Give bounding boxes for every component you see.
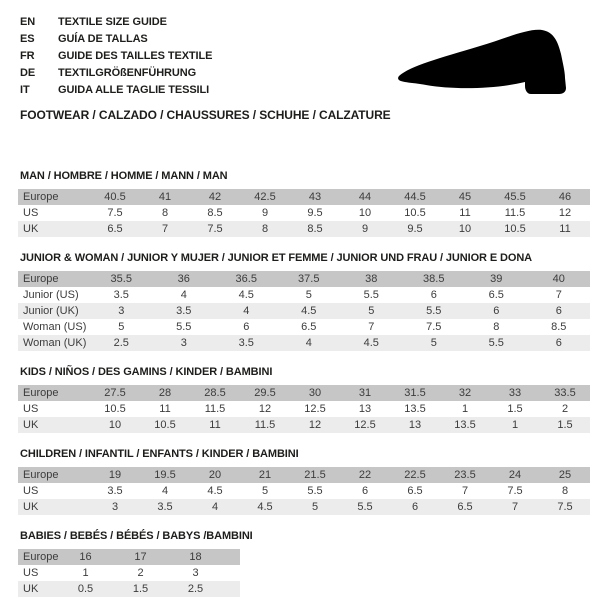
size-table-children xyxy=(18,467,590,515)
size-value-cell: 13 xyxy=(358,403,372,415)
size-value-cell: 7.5 xyxy=(107,207,123,219)
size-value-cell: 29.5 xyxy=(254,387,276,399)
size-value-cell: 6 xyxy=(411,501,419,513)
table-row xyxy=(18,385,590,401)
size-value-cell: 1 xyxy=(461,403,469,415)
size-value-cell: 7.5 xyxy=(557,501,573,513)
lang-label: GUÍA DE TALLAS xyxy=(58,32,148,45)
size-value-cell: 13 xyxy=(408,419,422,431)
row-label: Europe xyxy=(23,273,59,285)
lang-label: GUIDE DES TAILLES TEXTILE xyxy=(58,49,213,62)
size-value-cell: 19 xyxy=(108,469,122,481)
size-value-cell: 4 xyxy=(161,485,169,497)
lang-code: DE xyxy=(20,66,36,79)
row-label: Europe xyxy=(23,469,59,481)
size-value-cell: 40 xyxy=(552,273,565,285)
table-row xyxy=(18,499,590,515)
size-value-cell: 7 xyxy=(161,223,169,235)
lang-line-en xyxy=(20,13,212,30)
size-value-cell: 5 xyxy=(311,501,319,513)
size-value-cell: 3.5 xyxy=(107,485,123,497)
size-value-cell: 10.5 xyxy=(404,207,426,219)
size-value-cell: 31 xyxy=(358,387,372,399)
size-value-cell: 8 xyxy=(561,485,569,497)
size-value-cell: 3.5 xyxy=(157,501,173,513)
size-value-cell: 3 xyxy=(192,567,199,579)
size-value-cell: 7.5 xyxy=(426,321,442,333)
table-row xyxy=(18,565,240,581)
size-value-cell: 6.5 xyxy=(407,485,423,497)
size-value-cell: 10 xyxy=(458,223,472,235)
row-label: US xyxy=(23,403,39,415)
size-value-cell: 3.5 xyxy=(238,337,254,349)
size-value-cell: 4 xyxy=(180,289,187,301)
size-value-cell: 3 xyxy=(180,337,187,349)
size-value-cell: 10.5 xyxy=(104,403,126,415)
size-value-cell: 12 xyxy=(558,207,572,219)
size-value-cell: 5.5 xyxy=(176,321,192,333)
size-value-cell: 46 xyxy=(558,191,572,203)
size-value-cell: 10 xyxy=(108,419,122,431)
size-value-cell: 11 xyxy=(459,207,471,219)
section-children xyxy=(18,448,590,515)
size-value-cell: 33 xyxy=(508,387,522,399)
size-value-cell: 6.5 xyxy=(488,289,504,301)
size-value-cell: 25 xyxy=(558,469,572,481)
section-title: JUNIOR & WOMAN / JUNIOR Y MUJER / JUNIOR ET FEMME / JUNIOR UND FRAU / JUNIOR E DONA xyxy=(20,252,533,264)
size-value-cell: 28.5 xyxy=(204,387,226,399)
size-value-cell: 38.5 xyxy=(423,273,445,285)
size-value-cell: 11 xyxy=(159,403,171,415)
size-value-cell: 6 xyxy=(430,289,437,301)
lang-code: EN xyxy=(20,15,36,28)
size-value-cell: 11.5 xyxy=(204,403,226,415)
size-value-cell: 16 xyxy=(79,551,92,563)
size-value-cell: 12.5 xyxy=(354,419,376,431)
section-babies xyxy=(18,530,590,597)
row-label: US xyxy=(23,485,39,497)
size-value-cell: 10 xyxy=(358,207,372,219)
size-value-cell: 36.5 xyxy=(235,273,257,285)
section-title: CHILDREN / INFANTIL / ENFANTS / KINDER / BAMBINI xyxy=(20,448,299,460)
row-label: UK xyxy=(23,223,39,235)
size-value-cell: 8.5 xyxy=(307,223,323,235)
lang-label: TEXTILE SIZE GUIDE xyxy=(58,15,167,28)
section-title: KIDS / NIÑOS / DES GAMINS / KINDER / BAMBINI xyxy=(20,366,273,378)
size-value-cell: 9.5 xyxy=(307,207,323,219)
size-value-cell: 4 xyxy=(211,501,219,513)
size-value-cell: 11.5 xyxy=(254,419,276,431)
row-label: UK xyxy=(23,501,39,513)
size-table-junior-woman xyxy=(18,271,590,351)
size-value-cell: 3.5 xyxy=(176,305,192,317)
shoe-icon xyxy=(392,20,582,102)
size-value-cell: 5.5 xyxy=(363,289,379,301)
size-value-cell: 5 xyxy=(261,485,269,497)
size-value-cell: 43 xyxy=(308,191,322,203)
table-row xyxy=(18,335,590,351)
lang-code: ES xyxy=(20,32,35,45)
size-value-cell: 2.5 xyxy=(113,337,129,349)
lang-label: GUIDA ALLE TAGLIE TESSILI xyxy=(58,83,210,96)
size-value-cell: 5 xyxy=(368,305,375,317)
size-value-cell: 45 xyxy=(458,191,472,203)
language-title-block xyxy=(20,13,212,98)
size-table-kids xyxy=(18,385,590,433)
size-value-cell: 13.5 xyxy=(404,403,426,415)
size-value-cell: 5 xyxy=(305,289,312,301)
size-value-cell: 45.5 xyxy=(504,191,526,203)
size-value-cell: 8.5 xyxy=(551,321,567,333)
size-value-cell: 10.5 xyxy=(504,223,526,235)
size-value-cell: 38 xyxy=(365,273,378,285)
size-value-cell: 9.5 xyxy=(407,223,423,235)
row-label: Europe xyxy=(23,551,58,563)
size-value-cell: 39 xyxy=(490,273,503,285)
size-value-cell: 18 xyxy=(189,551,202,563)
size-table-babies xyxy=(18,549,240,597)
size-value-cell: 40.5 xyxy=(104,191,126,203)
size-value-cell: 44 xyxy=(358,191,372,203)
size-value-cell: 11.5 xyxy=(504,207,526,219)
size-value-cell: 2 xyxy=(561,403,569,415)
size-value-cell: 1 xyxy=(511,419,519,431)
size-value-cell: 3.5 xyxy=(113,289,129,301)
size-tables xyxy=(18,170,590,600)
size-value-cell: 28 xyxy=(158,387,172,399)
row-label: UK xyxy=(23,583,39,595)
size-value-cell: 10.5 xyxy=(154,419,176,431)
table-row xyxy=(18,205,590,221)
size-value-cell: 5 xyxy=(430,337,437,349)
size-value-cell: 13.5 xyxy=(454,419,476,431)
size-value-cell: 4.5 xyxy=(238,289,254,301)
row-label: Europe xyxy=(23,191,59,203)
size-value-cell: 21 xyxy=(258,469,272,481)
table-row xyxy=(18,549,240,565)
size-value-cell: 6 xyxy=(361,485,369,497)
size-value-cell: 5.5 xyxy=(357,501,373,513)
size-value-cell: 3 xyxy=(118,305,125,317)
size-value-cell: 6 xyxy=(493,305,500,317)
table-row xyxy=(18,417,590,433)
size-value-cell: 17 xyxy=(134,551,147,563)
lang-label: TEXTILGRÖßENFÜHRUNG xyxy=(58,66,197,79)
size-value-cell: 36 xyxy=(177,273,190,285)
lang-line-es xyxy=(20,30,212,47)
size-value-cell: 6.5 xyxy=(107,223,123,235)
size-value-cell: 35.5 xyxy=(110,273,132,285)
size-value-cell: 6.5 xyxy=(457,501,473,513)
lang-code: IT xyxy=(20,83,30,96)
size-value-cell: 7 xyxy=(461,485,469,497)
category-line: FOOTWEAR / CALZADO / CHAUSSURES / SCHUHE / CALZATURE xyxy=(20,108,391,122)
size-value-cell: 30 xyxy=(308,387,322,399)
size-value-cell: 37.5 xyxy=(298,273,320,285)
size-value-cell: 9 xyxy=(261,207,269,219)
size-value-cell: 4 xyxy=(243,305,250,317)
size-value-cell: 7 xyxy=(368,321,375,333)
size-value-cell: 42.5 xyxy=(254,191,276,203)
size-value-cell: 4.5 xyxy=(301,305,317,317)
section-man xyxy=(18,170,590,237)
size-value-cell: 8 xyxy=(261,223,269,235)
size-value-cell: 33.5 xyxy=(554,387,576,399)
lang-line-de xyxy=(20,64,212,81)
table-row xyxy=(18,319,590,335)
section-title: MAN / HOMBRE / HOMME / MANN / MAN xyxy=(20,170,228,182)
size-value-cell: 20 xyxy=(208,469,222,481)
size-value-cell: 19.5 xyxy=(154,469,176,481)
size-value-cell: 12 xyxy=(258,403,272,415)
size-value-cell: 0.5 xyxy=(77,583,94,595)
row-label: Junior (US) xyxy=(23,289,79,301)
table-row xyxy=(18,287,590,303)
section-junior-woman xyxy=(18,252,590,351)
size-table-man xyxy=(18,189,590,237)
size-value-cell: 11 xyxy=(209,419,221,431)
size-value-cell: 2 xyxy=(137,567,144,579)
size-value-cell: 5.5 xyxy=(426,305,442,317)
size-value-cell: 1 xyxy=(82,567,89,579)
table-row xyxy=(18,189,590,205)
size-value-cell: 4 xyxy=(305,337,312,349)
size-value-cell: 23.5 xyxy=(454,469,476,481)
size-value-cell: 6 xyxy=(243,321,250,333)
size-value-cell: 6 xyxy=(555,305,562,317)
size-value-cell: 42 xyxy=(208,191,222,203)
size-value-cell: 44.5 xyxy=(404,191,426,203)
row-label: Woman (UK) xyxy=(23,337,87,349)
size-value-cell: 41 xyxy=(158,191,172,203)
size-value-cell: 7.5 xyxy=(507,485,523,497)
size-value-cell: 21.5 xyxy=(304,469,326,481)
table-row xyxy=(18,483,590,499)
size-value-cell: 27.5 xyxy=(104,387,126,399)
size-value-cell: 2.5 xyxy=(187,583,204,595)
size-value-cell: 12 xyxy=(308,419,322,431)
table-row xyxy=(18,467,590,483)
row-label: Europe xyxy=(23,387,59,399)
size-value-cell: 4.5 xyxy=(257,501,273,513)
table-row xyxy=(18,221,590,237)
size-value-cell: 1.5 xyxy=(132,583,149,595)
size-value-cell: 4.5 xyxy=(207,485,223,497)
size-value-cell: 7 xyxy=(511,501,519,513)
size-value-cell: 31.5 xyxy=(404,387,426,399)
table-row xyxy=(18,271,590,287)
table-row xyxy=(18,581,240,597)
size-value-cell: 3 xyxy=(111,501,119,513)
size-value-cell: 8 xyxy=(493,321,500,333)
lang-line-it xyxy=(20,81,212,98)
table-row xyxy=(18,401,590,417)
size-value-cell: 7 xyxy=(555,289,562,301)
row-label: UK xyxy=(23,419,39,431)
size-value-cell: 5.5 xyxy=(488,337,504,349)
size-value-cell: 8.5 xyxy=(207,207,223,219)
row-label: Woman (US) xyxy=(23,321,87,333)
size-value-cell: 12.5 xyxy=(304,403,326,415)
size-value-cell: 32 xyxy=(458,387,472,399)
row-label: US xyxy=(23,567,39,579)
size-value-cell: 5 xyxy=(118,321,125,333)
lang-line-fr xyxy=(20,47,212,64)
size-value-cell: 11 xyxy=(559,223,571,235)
size-value-cell: 22.5 xyxy=(404,469,426,481)
size-value-cell: 8 xyxy=(161,207,169,219)
row-label: Junior (UK) xyxy=(23,305,79,317)
size-value-cell: 24 xyxy=(508,469,522,481)
size-value-cell: 22 xyxy=(358,469,372,481)
size-value-cell: 7.5 xyxy=(207,223,223,235)
size-value-cell: 4.5 xyxy=(363,337,379,349)
size-value-cell: 1.5 xyxy=(507,403,523,415)
row-label: US xyxy=(23,207,39,219)
section-title: BABIES / BEBÉS / BÉBÉS / BABYS /BAMBINI xyxy=(20,530,253,542)
size-value-cell: 6 xyxy=(555,337,562,349)
size-value-cell: 9 xyxy=(361,223,369,235)
lang-code: FR xyxy=(20,49,35,62)
section-kids xyxy=(18,366,590,433)
size-value-cell: 6.5 xyxy=(301,321,317,333)
size-value-cell: 5.5 xyxy=(307,485,323,497)
size-value-cell: 1.5 xyxy=(557,419,573,431)
table-row xyxy=(18,303,590,319)
